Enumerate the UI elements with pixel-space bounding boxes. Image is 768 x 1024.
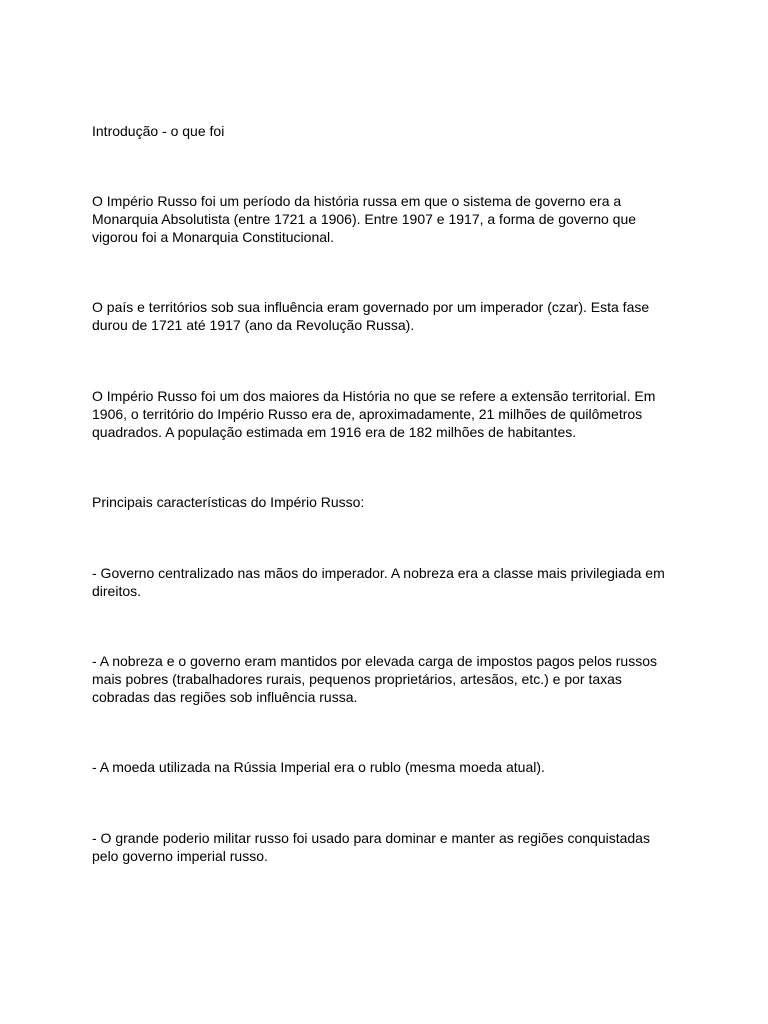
section-heading-caracteristicas: Principais características do Império Russo: [92, 494, 365, 510]
section-heading-introduction: Introdução - o que foi [92, 123, 225, 139]
paragraph-imperio-definition: O Império Russo foi um período da história russa em que o sistema de governo era a Monarquia Absolutista (entre 1721 a 1906). Entre 1907 e 1917, a forma de governo que vigorou foi a Monarquia Constitucional. [92, 193, 637, 245]
list-item-impostos: - A nobreza e o governo eram mantidos por elevada carga de impostos pagos pelos russos mais pobres (trabalhadores rurais, pequenos proprietários, artesãos, etc.) e por taxas cobradas das regiões sob influência russa. [92, 653, 657, 705]
list-item-poderio-militar: - O grande poderio militar russo foi usado para dominar e manter as regiões conquistadas pelo governo imperial russo. [92, 830, 650, 864]
list-item-governo-centralizado: - Governo centralizado nas mãos do imperador. A nobreza era a classe mais privilegiada em direitos. [92, 565, 665, 599]
list-item-moeda: - A moeda utilizada na Rússia Imperial era o rublo (mesma moeda atual). [92, 759, 545, 775]
paragraph-imperador: O país e territórios sob sua influência eram governado por um imperador (czar). Esta fase durou de 1721 até 1917 (ano da Revolução Russa). [92, 299, 650, 333]
paragraph-extensao-territorial: O Império Russo foi um dos maiores da História no que se refere a extensão territorial. Em 1906, o território do Império Russo era de, aproximadamente, 21 milhões de quilômetros quadrados. A população estimada em 1916 era de 182 milhões de habitantes. [92, 388, 656, 440]
